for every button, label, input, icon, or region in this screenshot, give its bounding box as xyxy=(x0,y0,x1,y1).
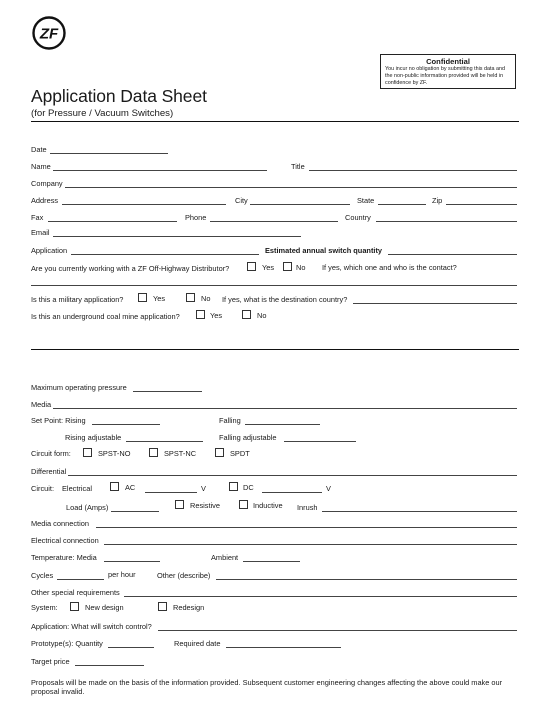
resistive-label: Resistive xyxy=(190,501,220,510)
dc-label: DC xyxy=(243,483,254,492)
spst-no-label: SPST-NO xyxy=(98,449,131,458)
application-label: Application xyxy=(31,246,68,255)
page-subtitle: (for Pressure / Vacuum Switches) xyxy=(31,108,174,119)
load-label: Load (Amps) xyxy=(66,503,109,512)
set-point-rising-label: Set Point: Rising xyxy=(31,416,86,425)
logo-text: ZF xyxy=(39,25,59,43)
coal-mine-no-checkbox[interactable] xyxy=(242,310,251,319)
coal-mine-yes-checkbox[interactable] xyxy=(196,310,205,319)
target-price-label: Target price xyxy=(31,657,70,666)
circuit-label: Circuit: xyxy=(31,484,54,493)
military-no-label: No xyxy=(201,294,211,303)
circuit-form-label: Circuit form: xyxy=(31,449,71,458)
title-field[interactable] xyxy=(309,170,517,171)
city-label: City xyxy=(235,196,248,205)
resistive-checkbox[interactable] xyxy=(175,500,184,509)
max-pressure-field[interactable] xyxy=(133,391,202,392)
confidential-title: Confidential xyxy=(426,57,470,66)
zip-field[interactable] xyxy=(446,204,517,205)
phone-field[interactable] xyxy=(210,221,338,222)
cycles-field[interactable] xyxy=(57,579,104,580)
dc-checkbox[interactable] xyxy=(229,482,238,491)
confidential-text: You incur no obligation by submitting this data and the non-public information provided will be held in confidence by ZF. xyxy=(385,66,505,86)
email-field[interactable] xyxy=(53,236,301,237)
country-label: Country xyxy=(345,213,371,222)
distributor-question: Are you currently working with a ZF Off-Highway Distributor? xyxy=(31,264,230,273)
page-title: Application Data Sheet xyxy=(31,86,207,106)
state-label: State xyxy=(357,196,375,205)
redesign-label: Redesign xyxy=(173,603,205,612)
dc-volts-field[interactable] xyxy=(262,492,322,493)
military-followup-label: If yes, what is the destination country? xyxy=(222,295,348,304)
coal-mine-yes-label: Yes xyxy=(210,311,223,320)
zf-logo xyxy=(32,16,66,50)
name-label: Name xyxy=(31,162,51,171)
spst-nc-label: SPST-NC xyxy=(164,449,197,458)
redesign-checkbox[interactable] xyxy=(158,602,167,611)
inrush-field[interactable] xyxy=(322,511,517,512)
max-pressure-label: Maximum operating pressure xyxy=(31,383,127,392)
annual-quantity-label: Estimated annual switch quantity xyxy=(265,246,383,255)
distributor-contact-field[interactable] xyxy=(31,285,517,286)
other-describe-label: Other (describe) xyxy=(157,571,211,580)
distributor-yes-checkbox[interactable] xyxy=(247,262,256,271)
falling-adjustable-label: Falling adjustable xyxy=(219,433,277,442)
new-design-checkbox[interactable] xyxy=(70,602,79,611)
annual-quantity-field[interactable] xyxy=(388,254,517,255)
new-design-label: New design xyxy=(85,603,124,612)
target-price-field[interactable] xyxy=(75,665,144,666)
ambient-field[interactable] xyxy=(243,561,300,562)
falling-field[interactable] xyxy=(245,424,320,425)
other-special-field[interactable] xyxy=(124,596,517,597)
address-label: Address xyxy=(31,196,59,205)
required-date-label: Required date xyxy=(174,639,221,648)
military-yes-label: Yes xyxy=(153,294,166,303)
prototype-qty-label: Prototype(s): Quantity xyxy=(31,639,103,648)
name-field[interactable] xyxy=(53,170,267,171)
required-date-field[interactable] xyxy=(226,647,341,648)
app-control-field[interactable] xyxy=(158,630,517,631)
electrical-connection-field[interactable] xyxy=(104,544,517,545)
load-field[interactable] xyxy=(111,511,159,512)
system-label: System: xyxy=(31,603,58,612)
email-label: Email xyxy=(31,228,50,237)
distributor-no-checkbox[interactable] xyxy=(283,262,292,271)
company-label: Company xyxy=(31,179,63,188)
date-label: Date xyxy=(31,145,47,154)
inrush-label: Inrush xyxy=(297,503,318,512)
country-field[interactable] xyxy=(376,221,517,222)
distributor-followup-label: If yes, which one and who is the contact? xyxy=(322,263,457,272)
spst-no-checkbox[interactable] xyxy=(83,448,92,457)
ac-checkbox[interactable] xyxy=(110,482,119,491)
inductive-checkbox[interactable] xyxy=(239,500,248,509)
header-rule xyxy=(31,121,519,122)
coal-mine-question: Is this an underground coal mine application? xyxy=(31,312,180,321)
media-label: Media xyxy=(31,400,52,409)
prototype-qty-field[interactable] xyxy=(108,647,154,648)
falling-label: Falling xyxy=(219,416,241,425)
ac-volts-field[interactable] xyxy=(145,492,197,493)
address-field[interactable] xyxy=(62,204,226,205)
app-control-label: Application: What will switch control? xyxy=(31,622,152,631)
temp-media-field[interactable] xyxy=(104,561,160,562)
military-question: Is this a military application? xyxy=(31,295,124,304)
distributor-yes-label: Yes xyxy=(262,263,275,272)
fax-field[interactable] xyxy=(48,221,177,222)
application-field[interactable] xyxy=(71,254,259,255)
spst-nc-checkbox[interactable] xyxy=(149,448,158,457)
media-connection-label: Media connection xyxy=(31,519,89,528)
ac-volts-unit: V xyxy=(201,484,206,493)
city-field[interactable] xyxy=(250,204,350,205)
differential-label: Differential xyxy=(31,467,67,476)
confidential-box xyxy=(380,54,516,89)
temp-media-label: Temperature: Media xyxy=(31,553,97,562)
rising-adjustable-field[interactable] xyxy=(126,441,203,442)
set-point-rising-field[interactable] xyxy=(92,424,160,425)
company-field[interactable] xyxy=(65,187,517,188)
media-connection-field[interactable] xyxy=(96,527,517,528)
media-field[interactable] xyxy=(53,408,517,409)
military-yes-checkbox[interactable] xyxy=(138,293,147,302)
title-label: Title xyxy=(291,162,305,171)
distributor-no-label: No xyxy=(296,263,306,272)
zip-label: Zip xyxy=(432,196,443,205)
other-describe-field[interactable] xyxy=(216,579,517,580)
ac-label: AC xyxy=(125,483,136,492)
rising-adjustable-label: Rising adjustable xyxy=(65,433,122,442)
destination-country-field[interactable] xyxy=(353,303,517,304)
section-rule xyxy=(31,349,519,350)
coal-mine-no-label: No xyxy=(257,311,267,320)
other-special-label: Other special requirements xyxy=(31,588,120,597)
spdt-checkbox[interactable] xyxy=(215,448,224,457)
date-field[interactable] xyxy=(50,153,168,154)
phone-label: Phone xyxy=(185,213,207,222)
falling-adjustable-field[interactable] xyxy=(284,441,356,442)
fax-label: Fax xyxy=(31,213,44,222)
state-field[interactable] xyxy=(378,204,426,205)
electrical-label: Electrical xyxy=(62,484,92,493)
dc-volts-unit: V xyxy=(326,484,331,493)
per-hour-label: per hour xyxy=(108,570,136,579)
ambient-label: Ambient xyxy=(211,553,239,562)
electrical-connection-label: Electrical connection xyxy=(31,536,99,545)
spdt-label: SPDT xyxy=(230,449,250,458)
cycles-label: Cycles xyxy=(31,571,54,580)
differential-field[interactable] xyxy=(68,475,517,476)
footer-note: Proposals will be made on the basis of the information provided. Subsequent customer engineering changes affecting the above could make our proposal invalid. xyxy=(31,678,503,697)
inductive-label: Inductive xyxy=(253,501,283,510)
military-no-checkbox[interactable] xyxy=(186,293,195,302)
